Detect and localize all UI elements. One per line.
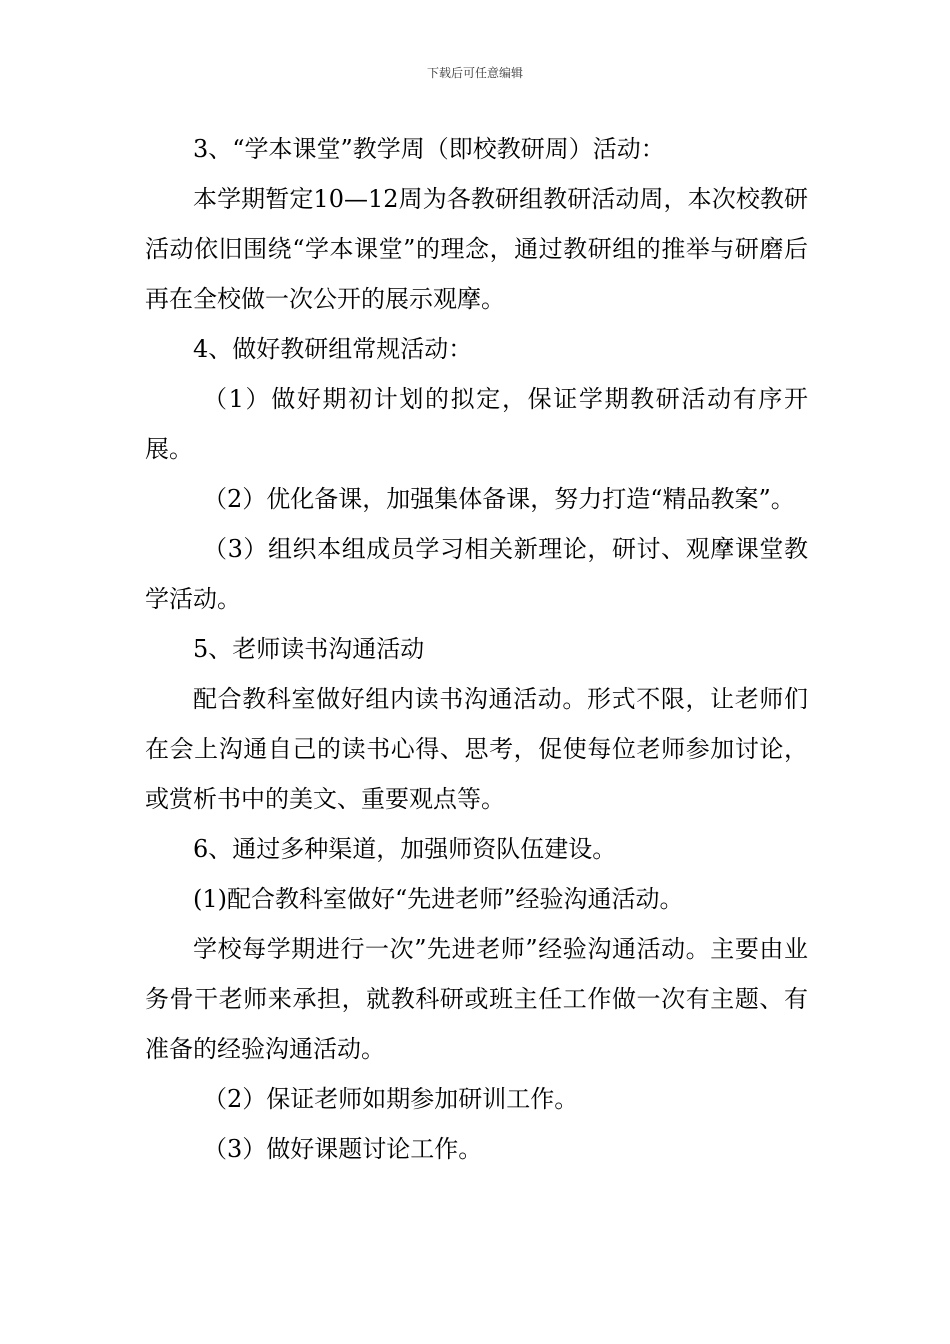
document-body: [145, 124, 808, 1174]
section-4-item-2: （2）优化备课，加强集体备课，努力打造“精品教案”。: [203, 485, 795, 513]
section-6-item-1: (1)配合教科室做好“先进老师”经验沟通活动。: [193, 885, 684, 913]
section-5-heading: 5、老师读书沟通活动: [193, 635, 425, 663]
section-6-item-1-body: 学校每学期进行一次”先进老师”经验沟通活动。主要由业务骨干老师来承担，就教科研或班主任工作做一次有主题、有准备的经验沟通活动。: [145, 935, 808, 1063]
section-3-body: 本学期暂定10—12周为各教研组教研活动周，本次校教研活动依旧围绕“学本课堂”的理念，通过教研组的推举与研磨后再在全校做一次公开的展示观摩。: [145, 185, 808, 313]
section-3-heading: 3、“学本课堂”教学周（即校教研周）活动：: [193, 135, 665, 163]
section-6-item-2: （2）保证老师如期参加研训工作。: [203, 1085, 579, 1113]
section-6-heading: 6、通过多种渠道，加强师资队伍建设。: [193, 835, 617, 863]
section-6-item-3: （3）做好课题讨论工作。: [203, 1135, 483, 1163]
section-5-body: 配合教科室做好组内读书沟通活动。形式不限，让老师们在会上沟通自己的读书心得、思考，促使每位老师参加讨论，或赏析书中的美文、重要观点等。: [145, 685, 808, 813]
section-4-heading: 4、做好教研组常规活动：: [193, 335, 473, 363]
page-header: 下载后可任意编辑: [426, 66, 523, 80]
section-4-item-3: （3）组织本组成员学习相关新理论，研讨、观摩课堂教学活动。: [145, 535, 808, 613]
section-4-item-1: （1）做好期初计划的拟定，保证学期教研活动有序开展。: [145, 385, 808, 463]
